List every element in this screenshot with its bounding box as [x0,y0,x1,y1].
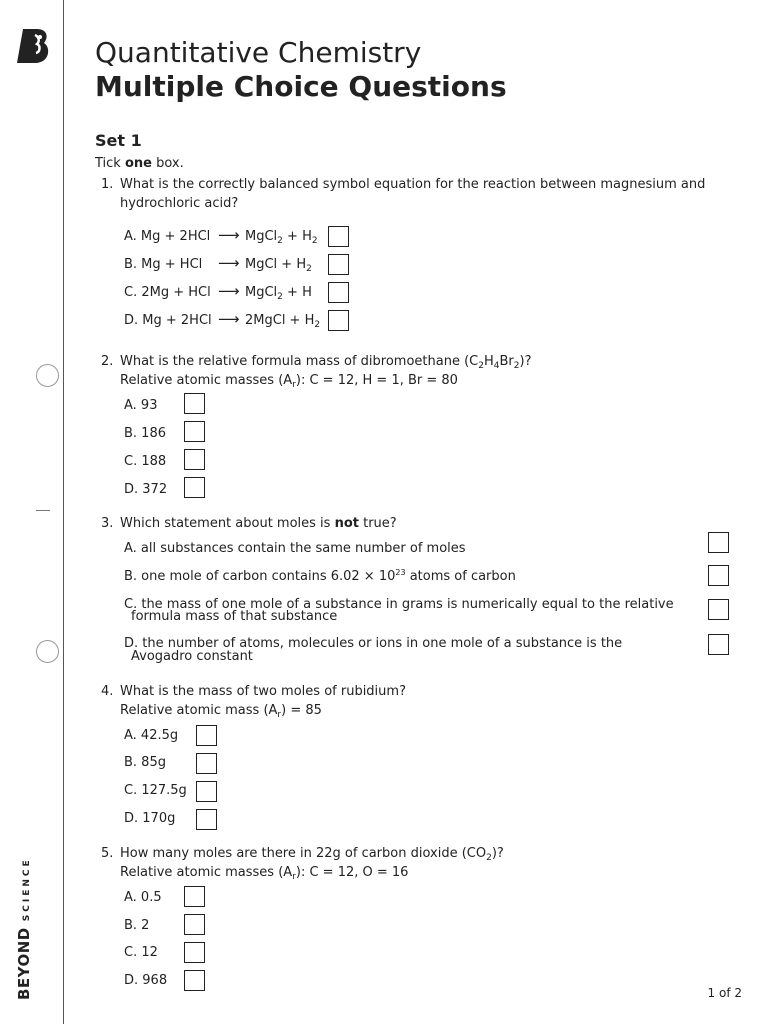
page-subtitle: Multiple Choice Questions [95,70,507,103]
answer-checkbox[interactable] [184,886,205,907]
answer-checkbox[interactable] [184,393,205,414]
question-number: 2. [101,354,114,369]
punch-hole [36,364,59,387]
option-label-cont: formula mass of that substance [131,609,338,624]
option-label-cont: Avogadro constant [131,649,253,664]
option-product: 2MgCl + $H_2$ [245,313,321,330]
margin-line [63,0,64,1024]
answer-checkbox[interactable] [196,781,217,802]
answer-checkbox[interactable] [196,725,217,746]
option-product: MgCl$_2$ + H [245,285,312,302]
question-text: hydrochloric acid? [120,196,239,211]
page-number: 1 of 2 [707,986,742,1000]
option-label: C. 12 [124,945,158,960]
option-label: C. 188 [124,454,167,469]
arrow-icon: ⟶ [218,310,240,328]
punch-hole [36,640,59,663]
option-label: C. the mass of one mole of a substance in grams is numerically equal to the relative [124,597,674,612]
question-text: How many moles are there in 22g of carbon dioxide $(CO_2)$? [120,846,504,863]
answer-checkbox[interactable] [184,970,205,991]
question-number: 4. [101,684,114,699]
option-label: A. all substances contain the same number of moles [124,541,466,556]
option-label: D. 968 [124,973,168,988]
option-label: D. Mg + 2HCl [124,313,212,328]
answer-checkbox[interactable] [184,449,205,470]
question-info: Relative atomic mass $(A_r) = 85$ [120,703,322,720]
option-label: A. 0.5 [124,890,162,905]
brand-logo-text: BEYONDSCIENCE [15,857,33,1000]
beyond-logo-icon [17,27,51,65]
question-number: 1. [101,177,114,192]
option-label: C. 127.5g [124,783,187,798]
question-text: What is the correctly balanced symbol equation for the reaction between magnesium and [120,177,706,192]
option-product: MgCl$_2$ + $H_2$ [245,229,318,246]
answer-checkbox[interactable] [196,753,217,774]
instruction: Tick one box. [95,156,184,171]
answer-checkbox[interactable] [328,226,349,247]
option-label: A. Mg + 2HCl [124,229,211,244]
question-text: What is the relative formula mass of dibromoethane $(C_2H_4Br_2)$? [120,354,532,371]
option-label: B. 2 [124,918,150,933]
answer-checkbox[interactable] [196,809,217,830]
page-title: Quantitative Chemistry [95,36,422,69]
option-label: B. 186 [124,426,166,441]
option-label: A. 42.5g [124,728,179,743]
fold-mark [36,510,50,511]
question-text: Which statement about moles is not true? [120,516,397,531]
answer-checkbox[interactable] [708,634,729,655]
answer-checkbox[interactable] [328,310,349,331]
option-label: B. 85g [124,755,166,770]
option-label: A. 93 [124,398,158,413]
answer-checkbox[interactable] [184,477,205,498]
option-label: B. Mg + HCl [124,257,203,272]
question-info: Relative atomic masses $(A_r)$: C = 12, O = 16 [120,865,409,882]
option-label: B. one mole of carbon contains $6.02 \times 10^{23}$ atoms of carbon [124,568,516,584]
question-text: What is the mass of two moles of rubidium? [120,684,406,699]
answer-checkbox[interactable] [184,942,205,963]
answer-checkbox[interactable] [184,421,205,442]
question-info: Relative atomic masses $(A_r)$: C = 12, H = 1, Br = 80 [120,373,458,390]
arrow-icon: ⟶ [218,254,240,272]
answer-checkbox[interactable] [708,565,729,586]
option-label: D. the number of atoms, molecules or ions in one mole of a substance is the [124,636,623,651]
answer-checkbox[interactable] [708,599,729,620]
answer-checkbox[interactable] [328,254,349,275]
arrow-icon: ⟶ [218,226,240,244]
answer-checkbox[interactable] [328,282,349,303]
question-number: 5. [101,846,114,861]
answer-checkbox[interactable] [184,914,205,935]
option-label: D. 170g [124,811,176,826]
question-number: 3. [101,516,114,531]
set-label: Set 1 [95,131,142,150]
option-label: D. 372 [124,482,168,497]
option-label: C. 2Mg + HCl [124,285,211,300]
answer-checkbox[interactable] [708,532,729,553]
arrow-icon: ⟶ [218,282,240,300]
option-product: MgCl + $H_2$ [245,257,312,274]
